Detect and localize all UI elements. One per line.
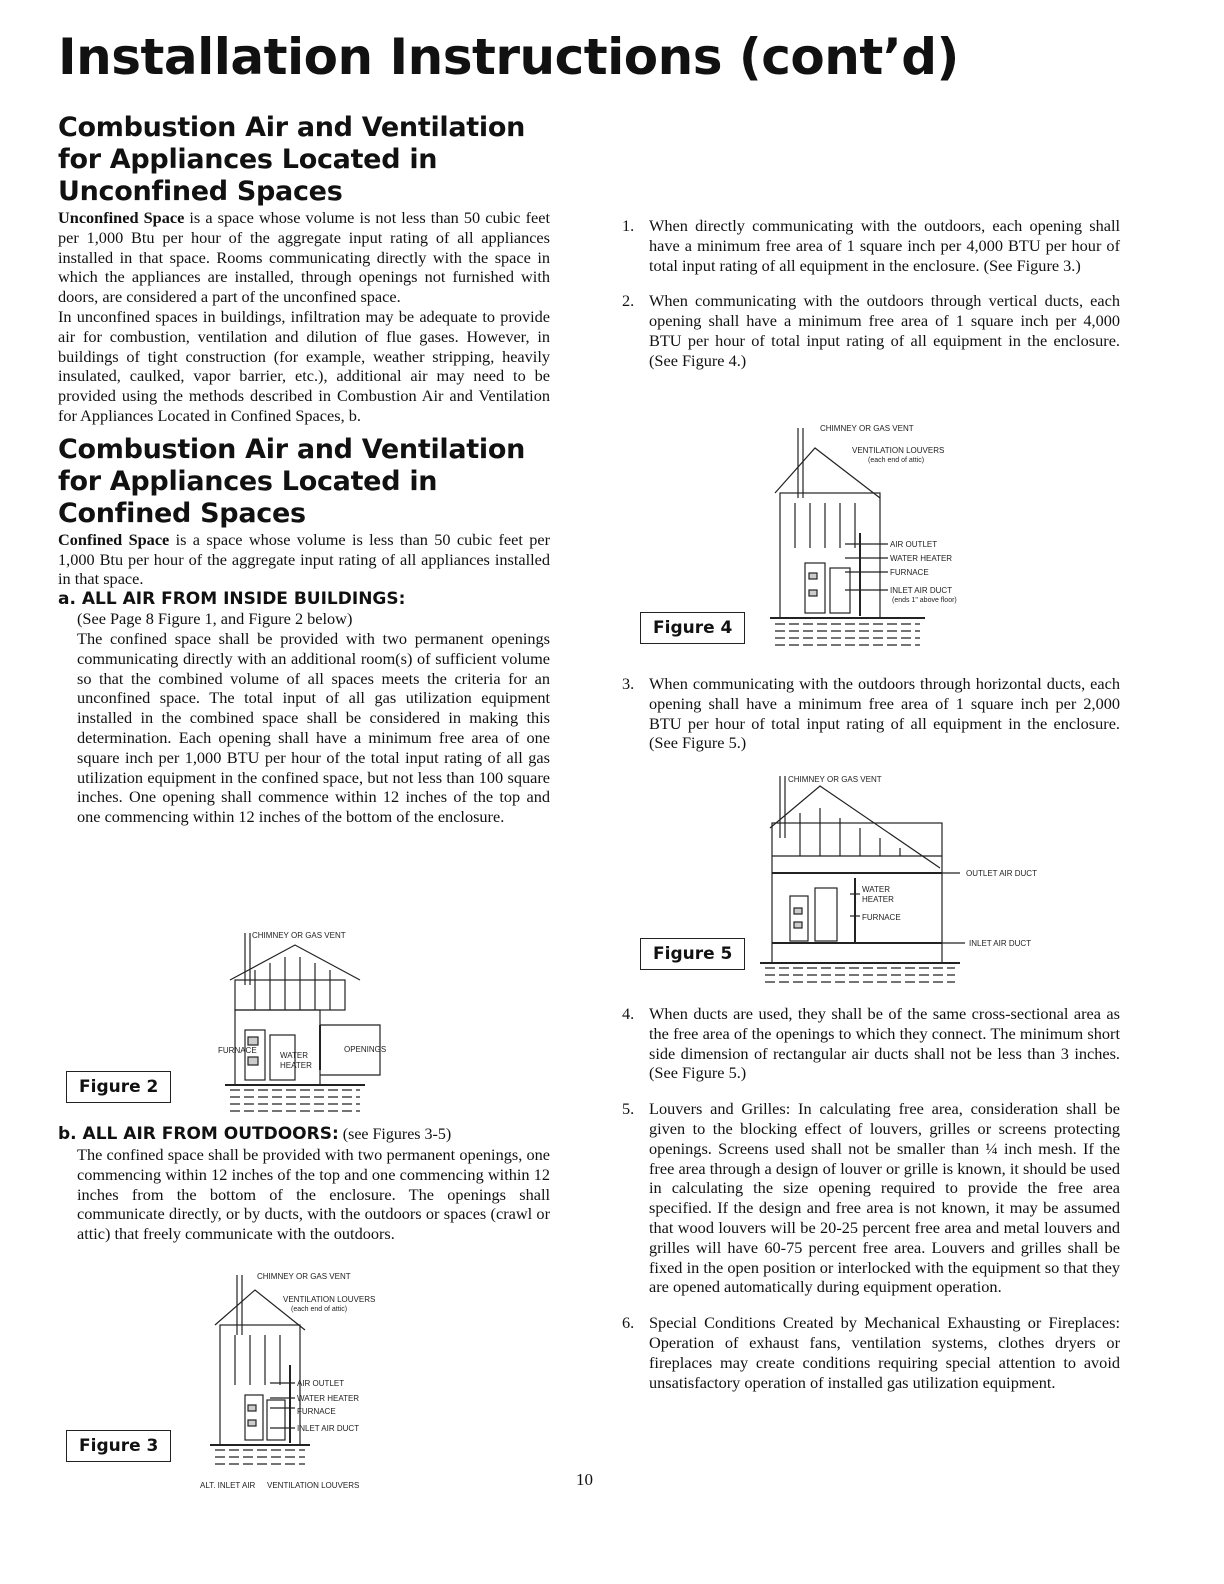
step-item	[622, 1313, 1120, 1392]
section-b-title: b. ALL AIR FROM OUTDOORS:	[58, 1124, 339, 1144]
water-heater-shape	[267, 1400, 285, 1440]
right-column-steps	[622, 1004, 1120, 1392]
step-number: 3.	[622, 674, 635, 693]
step-item	[622, 291, 1120, 370]
step-text: Special Conditions Created by Mechanical Exhausting or Fireplaces: Operation of exhaust fans, ventilation systems, clothes dryers or fireplaces may create conditions requiring special attention to avoid unsatisfactory operation of installed gas utilization equipment.	[649, 1313, 1120, 1392]
figure-2-diagram	[200, 925, 430, 1120]
fig3-furnace-text: FURNACE	[297, 1407, 336, 1416]
fig3-alt-inlet-text: ALT. INLET AIR	[200, 1481, 256, 1490]
step-number: 1.	[622, 216, 635, 235]
heading-line: Confined Spaces	[58, 497, 306, 529]
water-heater-shape	[815, 888, 837, 941]
heading-line: Unconfined Spaces	[58, 176, 343, 207]
fig3-air-outlet-text: AIR OUTLET	[297, 1379, 345, 1388]
figure-3-label: Figure 3	[66, 1430, 171, 1462]
section-b	[58, 1124, 550, 1244]
step-number: 4.	[622, 1004, 635, 1023]
fig4-furnace-text: FURNACE	[890, 568, 929, 577]
fig4-louvers-note: (each end of attic)	[868, 457, 925, 464]
unconfined-heading	[58, 112, 550, 208]
heading-line: for Appliances Located in	[58, 465, 438, 497]
figure-4-diagram	[760, 418, 1020, 658]
page-title: Installation Instructions (cont’d)	[58, 28, 959, 86]
step-item	[622, 1004, 1120, 1083]
roof-line	[775, 448, 880, 498]
fig2-chimney-text: CHIMNEY OR GAS VENT	[252, 931, 346, 940]
heading-line: for Appliances Located in	[58, 144, 438, 175]
step-text: Louvers and Grilles: In calculating free area, consideration shall be given to the blocking effect of louvers, grilles or screens protecting openings. Screens used shall not be smaller than ¼ inch mesh. If the free area through a design of louver or grille is known, it should be used in calculating the size opening required to provide the free area specified. If the design and free area is not known, it may be assumed that wood louvers will be 20-25 percent free area and metal louvers and grilles will have 60-75 percent free area. Louvers and grilles shall be fixed in the open position or interlocked with the equipment so that they are opened automatically during equipment operation.	[649, 1099, 1120, 1297]
left-column	[58, 112, 550, 827]
confined-term: Confined Space	[58, 529, 170, 549]
heading-line: Combustion Air and Ventilation	[58, 433, 526, 465]
section-b-body: The confined space shall be provided with two permanent openings, one commencing within 12 inches of the top and one commencing within 12 inches from the bottom of the enclosure. The openings shall communicate directly, or by ducts, with the outdoors or spaces (crawl or attic) that freely communicate with the outdoors.	[77, 1145, 550, 1244]
right-column-step-3	[622, 674, 1120, 753]
figure-2-label: Figure 2	[66, 1071, 171, 1103]
step-item	[622, 1099, 1120, 1297]
unconfined-term: Unconfined Space	[58, 208, 185, 227]
fig2-furnace-text: FURNACE	[218, 1046, 257, 1055]
fig2-water-text: WATER	[280, 1051, 308, 1060]
fig3-louvers-note: (each end of attic)	[291, 1306, 348, 1313]
fig2-openings-text: OPENINGS	[344, 1045, 387, 1054]
furnace-shape	[245, 1395, 263, 1440]
confined-definition	[58, 530, 550, 589]
step-number: 6.	[622, 1313, 635, 1333]
figure-4-label: Figure 4	[640, 612, 745, 644]
section-b-reference: (see Figures 3-5)	[338, 1126, 452, 1143]
fig5-outlet-text: OUTLET AIR DUCT	[966, 869, 1037, 878]
fig3-inlet-text: INLET AIR DUCT	[297, 1424, 360, 1433]
section-a-heading: a. ALL AIR FROM INSIDE BUILDINGS:	[58, 589, 406, 610]
fig4-air-outlet-text: AIR OUTLET	[890, 540, 938, 549]
house-walls	[220, 1325, 300, 1445]
step-number: 2.	[622, 291, 635, 311]
page-number: 10	[576, 1470, 593, 1489]
fig4-inlet-note: (ends 1" above floor)	[892, 597, 957, 604]
unconfined-definition-text: is a space whose volume is not less than 50 cubic feet per 1,000 Btu per hour of the aggregate input rating of all appliances installed in that space. Rooms communicating directly with the space in which the appliances are installed, through openings not furnished with doors, are considered a part of the unconfined space.	[58, 208, 551, 307]
heading-line: Combustion Air and Ventilation	[58, 112, 526, 143]
section-a-reference: (See Page 8 Figure 1, and Figure 2 below)	[77, 609, 353, 629]
unconfined-infiltration-text: In unconfined spaces in buildings, infiltration may be adequate to provide air for combustion, ventilation and dilution of flue gases. However, in buildings of tight construction (for example, weather stripping, heavily insulated, caulked, vapor barrier, etc.), additional air may need to be provided using the methods described in Combustion Air and Ventilation for Appliances Located in Confined Spaces, b.	[58, 306, 550, 425]
fig5-chimney-text: CHIMNEY OR GAS VENT	[788, 775, 882, 784]
step-number: 5.	[622, 1099, 635, 1119]
fig3-louvers-text: VENTILATION LOUVERS	[283, 1295, 376, 1304]
fig5-furnace-text: FURNACE	[862, 913, 901, 922]
fig2-heater-text: HEATER	[280, 1061, 312, 1070]
confined-definition-text: is a space whose volume is less than 50 cubic feet per 1,000 Btu per hour of the aggregate input rating of all appliances installed in that space.	[58, 529, 551, 589]
fig3-water-heater-text: WATER HEATER	[297, 1394, 360, 1403]
section-b-heading	[58, 1124, 550, 1145]
figure-3-diagram	[195, 1265, 445, 1490]
unconfined-definition	[58, 208, 550, 307]
fig4-chimney-text: CHIMNEY OR GAS VENT	[820, 424, 914, 433]
step-text: When directly communicating with the outdoors, each opening shall have a minimum free area of 1 square inch per 4,000 BTU per hour of total input rating of all equipment in the enclosure. (See Figure 3.)	[649, 216, 1120, 275]
furnace-shape	[790, 896, 808, 941]
figure-5-label: Figure 5	[640, 938, 745, 970]
attic-area	[235, 980, 345, 1010]
figure-5-diagram	[760, 768, 1060, 993]
step-text: When ducts are used, they shall be of the same cross-sectional area as the free area of the openings to which they connect. The minimum short side dimension of rectangular air ducts shall not be less than 3 inches. (See Figure 5.)	[649, 1004, 1120, 1083]
fig5-inlet-text: INLET AIR DUCT	[969, 939, 1032, 948]
fig4-inlet-text: INLET AIR DUCT	[890, 586, 953, 595]
right-column-top	[622, 216, 1120, 371]
step-item	[622, 216, 1120, 275]
fig4-louvers-text: VENTILATION LOUVERS	[852, 446, 945, 455]
fig4-water-heater-text: WATER HEATER	[890, 554, 953, 563]
confined-heading	[58, 434, 550, 530]
fig5-water-text: WATER	[862, 885, 890, 894]
section-a-body: The confined space shall be provided with two permanent openings communicating directly with an additional room(s) of sufficient volume so that the combined volume of all spaces meets the criteria for an unconfined space. The total input of all gas utilization equipment installed in the combined space shall be considered in making this determination. Each opening shall have a minimum free area of one square inch per 1,000 BTU per hour of the total input rating of all gas utilization equipment in the confined space, but not less than 100 square inches. One opening shall commence within 12 inches of the top and one commencing within 12 inches of the bottom of the enclosure.	[77, 628, 550, 827]
furnace-shape	[805, 563, 825, 613]
fig3-vent-louvers-text: VENTILATION LOUVERS	[267, 1481, 360, 1490]
step-item	[622, 674, 1120, 753]
step-text: When communicating with the outdoors through horizontal ducts, each opening shall have a minimum free area of 1 square inch per 2,000 BTU per hour of total input rating of all equipment in the enclosure. (See Figure 5.)	[649, 674, 1120, 753]
fig5-heater-text: HEATER	[862, 895, 894, 904]
step-text: When communicating with the outdoors through vertical ducts, each opening shall have a minimum free area of 1 square inch per 4,000 BTU per hour of total input rating of all equipment in the enclosure. (See Figure 4.)	[649, 291, 1120, 370]
fig3-chimney-text: CHIMNEY OR GAS VENT	[257, 1272, 351, 1281]
